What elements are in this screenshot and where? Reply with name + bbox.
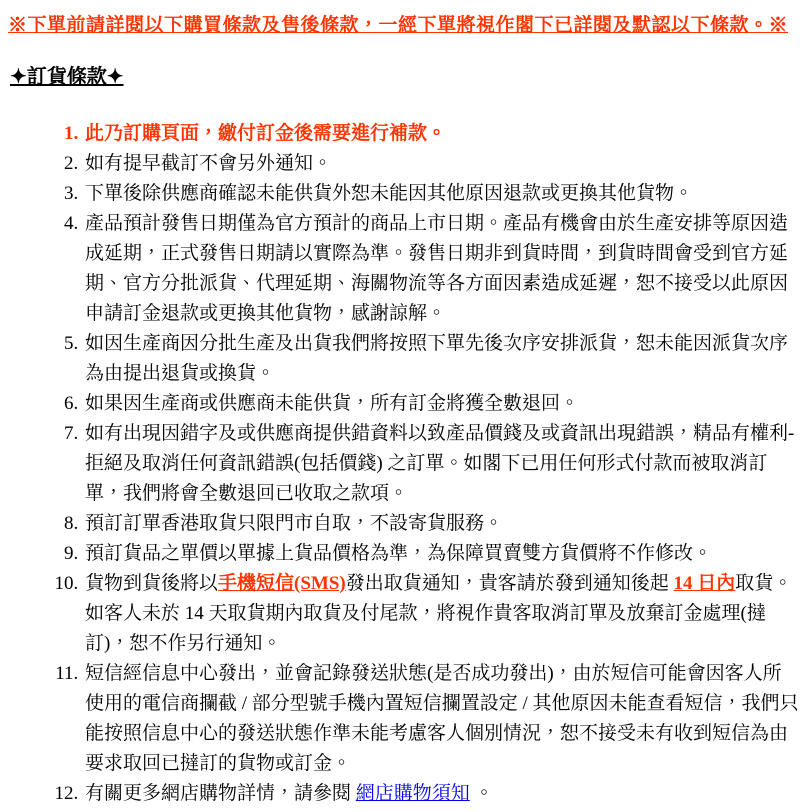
term-item-9: 9. 預訂貨品之單價以單據上貨品價格為準，為保障買賣雙方貨價將不作修改。	[83, 539, 800, 569]
term-item-4: 4. 產品預計發售日期僅為官方預計的商品上市日期。產品有機會由於生產安排等原因造成延期，正式發售日期請以實際為準。發售日期非到貨時間，到貨時間會受到官方延期、官方分批派貨、代理延期、海關物流等各方面因素造成延遲，恕不接受以此原因申請訂金退款或更換其他貨物，感謝諒解。	[83, 209, 800, 329]
term-12-text-a: 有關更多網店購物詳情，請參閱	[85, 783, 356, 804]
pickup-deadline-highlight: 14 日內	[673, 573, 736, 594]
term-item-11: 11. 短信經信息中心發出，並會記錄發送狀態(是否成功發出)，由於短信可能會因客人所使用的電信商攔截 / 部分型號手機內置短信攔置設定 / 其他原因未能查看短信，我們只能按照信息中心的發送狀態作準未能考慮客人個別情況，恕不接受未有收到短信為由要求取回已撻訂的貨物或訂金。	[83, 659, 800, 779]
terms-list	[8, 119, 800, 809]
term-item-10	[83, 569, 800, 659]
term-item-5: 5. 如因生產商因分批生產及出貨我們將按照下單先後次序安排派貨，恕未能因派貨次序為由提出退貨或換貨。	[83, 329, 800, 389]
term-item-6: 6. 如果因生產商或供應商未能供貨，所有訂金將獲全數退回。	[83, 389, 800, 419]
term-item-2: 2. 如有提早截訂不會另外通知。	[83, 149, 800, 179]
term-item-3: 3. 下單後除供應商確認未能供貨外恕未能因其他原因退款或更換其他貨物。	[83, 179, 800, 209]
term-item-1: 1. 此乃訂購頁面，繳付訂金後需要進行補款。	[83, 119, 800, 149]
term-item-7: 7. 如有出現因錯字及或供應商提供錯資料以致產品價錢及或資訊出現錯誤，精品有權利-拒絕及取消任何資訊錯誤(包括價錢) 之訂單。如閣下已用任何形式付款而被取消訂單，我們將會全數退回已收取之款項。	[83, 419, 800, 509]
term-item-12	[83, 779, 800, 809]
sms-notice-highlight: 手機短信(SMS)	[218, 573, 346, 594]
term-10-text-b: 發出取貨通知，貴客請於發到通知後起	[345, 573, 674, 594]
term-10-text-c: 取貨。如客人未於 14 天取貨期內取貨及付尾款，將視作貴客取消訂單及放棄訂金處理(撻訂)，恕不作另行通知。	[85, 573, 793, 654]
notice-banner: ※下單前請詳閱以下購買條款及售後條款，一經下單將視作閣下已詳閱及默認以下條款。※	[8, 15, 789, 36]
section-title: ✦訂貨條款✦	[10, 66, 124, 88]
term-10-text-a: 貨物到貨後將以	[85, 573, 219, 594]
term-item-8: 8. 預訂訂單香港取貨只限門市自取，不設寄貨服務。	[83, 509, 800, 539]
shop-notice-link[interactable]: 網店購物須知	[355, 783, 470, 804]
term-12-text-b: 。	[469, 783, 494, 804]
